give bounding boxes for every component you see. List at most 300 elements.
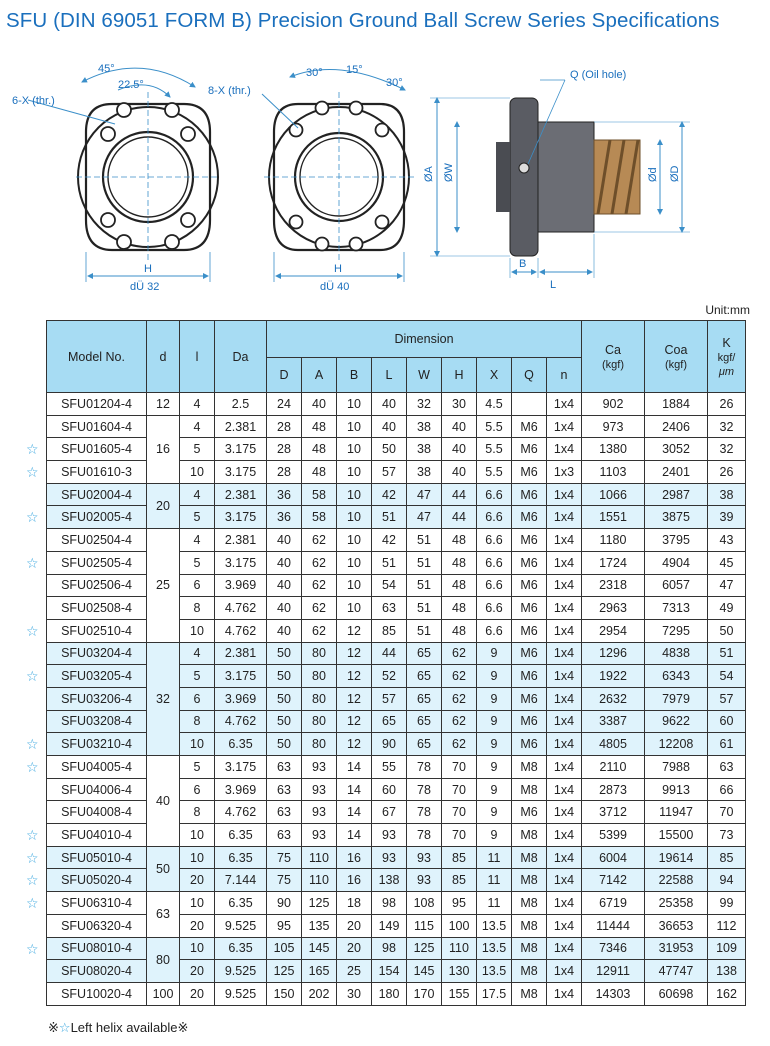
- h-cell: 48: [442, 574, 477, 597]
- da-cell: 3.969: [215, 687, 267, 710]
- table-row: [47, 529, 746, 552]
- x-cell: 9: [477, 778, 512, 801]
- k-cell: 45: [708, 551, 746, 574]
- k-cell: 63: [708, 756, 746, 779]
- x-cell: 13.5: [477, 914, 512, 937]
- ca-cell: 3387: [582, 710, 645, 733]
- header-l: l: [180, 321, 215, 393]
- l-cell: 149: [372, 914, 407, 937]
- q-cell: M6: [512, 733, 547, 756]
- b-cell: 10: [337, 574, 372, 597]
- header-dim-l: L: [372, 358, 407, 393]
- table-row: [47, 982, 746, 1005]
- l-cell: 42: [372, 483, 407, 506]
- a-cell: 58: [302, 506, 337, 529]
- coa-cell: 3052: [645, 438, 708, 461]
- l-cell: 4: [180, 642, 215, 665]
- a-cell: 93: [302, 778, 337, 801]
- k-cell: 112: [708, 914, 746, 937]
- model-cell: SFU04005-4: [47, 756, 147, 779]
- a-cell: 110: [302, 869, 337, 892]
- d-cell: 28: [267, 461, 302, 484]
- w-cell: 125: [407, 937, 442, 960]
- w-cell: 65: [407, 710, 442, 733]
- n-cell: 1x4: [547, 892, 582, 915]
- da-cell: 3.969: [215, 778, 267, 801]
- k-cell: 47: [708, 574, 746, 597]
- n-cell: 1x4: [547, 824, 582, 847]
- coa-cell: 7313: [645, 597, 708, 620]
- n-cell: 1x4: [547, 960, 582, 983]
- l-cell: 50: [372, 438, 407, 461]
- q-cell: M6: [512, 483, 547, 506]
- ca-cell: 2963: [582, 597, 645, 620]
- b-label: B: [519, 258, 527, 270]
- star-icon: ☆: [58, 1020, 71, 1035]
- d-cell: 63: [267, 824, 302, 847]
- ca-cell: 14303: [582, 982, 645, 1005]
- d-cell: 75: [267, 846, 302, 869]
- h-cell: 155: [442, 982, 477, 1005]
- table-row: [47, 642, 746, 665]
- ca-cell: 973: [582, 415, 645, 438]
- coa-cell: 4904: [645, 551, 708, 574]
- angle-45-label: 45°: [98, 63, 115, 75]
- n-cell: 1x4: [547, 483, 582, 506]
- h-cell: 62: [442, 733, 477, 756]
- a-cell: 48: [302, 461, 337, 484]
- star-icon: ☆: [26, 440, 39, 457]
- d-cell: 75: [267, 869, 302, 892]
- d-cell: 63: [267, 756, 302, 779]
- star-icon: ☆: [26, 667, 39, 684]
- b-cell: 12: [337, 733, 372, 756]
- header-da: Da: [215, 321, 267, 393]
- b-cell: 14: [337, 778, 372, 801]
- x-cell: 11: [477, 846, 512, 869]
- l-cell: 10: [180, 619, 215, 642]
- h-cell: 62: [442, 665, 477, 688]
- b-cell: 20: [337, 937, 372, 960]
- l-cell: 10: [180, 733, 215, 756]
- w-cell: 93: [407, 846, 442, 869]
- da-cell: 2.381: [215, 483, 267, 506]
- h-cell: 30: [442, 393, 477, 416]
- d-cell: 95: [267, 914, 302, 937]
- x-cell: 11: [477, 869, 512, 892]
- da-cell: 3.969: [215, 574, 267, 597]
- table-row: [47, 846, 746, 869]
- x-cell: 5.5: [477, 461, 512, 484]
- footer-text: Left helix available: [70, 1020, 178, 1035]
- b-cell: 10: [337, 597, 372, 620]
- q-cell: M8: [512, 892, 547, 915]
- q-cell: M8: [512, 937, 547, 960]
- l-cell: 42: [372, 529, 407, 552]
- x-cell: 13.5: [477, 937, 512, 960]
- coa-cell: 6057: [645, 574, 708, 597]
- n-cell: 1x4: [547, 415, 582, 438]
- a-cell: 48: [302, 438, 337, 461]
- model-cell: SFU01610-3: [47, 461, 147, 484]
- q-cell: M6: [512, 687, 547, 710]
- d-cell: 125: [267, 960, 302, 983]
- w-cell: 170: [407, 982, 442, 1005]
- x-cell: 13.5: [477, 960, 512, 983]
- star-icon: ☆: [26, 508, 39, 525]
- h-cell: 40: [442, 415, 477, 438]
- footer-suffix: ※: [177, 1020, 189, 1035]
- l-cell: 10: [180, 846, 215, 869]
- d-cell: 40: [267, 551, 302, 574]
- l-cell: 65: [372, 710, 407, 733]
- da-cell: 6.35: [215, 846, 267, 869]
- l-cell: 180: [372, 982, 407, 1005]
- a-cell: 62: [302, 619, 337, 642]
- d-cell: 50: [267, 733, 302, 756]
- b-cell: 30: [337, 982, 372, 1005]
- ca-cell: 2632: [582, 687, 645, 710]
- model-cell: SFU03205-4: [47, 665, 147, 688]
- x-cell: 5.5: [477, 438, 512, 461]
- shaft-diameter-cell: 80: [147, 937, 180, 982]
- header-coa: Coa (kgf): [645, 321, 708, 393]
- b-cell: 14: [337, 824, 372, 847]
- h-label-middle: H: [334, 263, 342, 275]
- h-cell: 70: [442, 824, 477, 847]
- coa-cell: 2401: [645, 461, 708, 484]
- model-cell: SFU05020-4: [47, 869, 147, 892]
- l-cell: 10: [180, 937, 215, 960]
- q-cell: [512, 393, 547, 416]
- l-cell: 20: [180, 960, 215, 983]
- l-cell: 6: [180, 574, 215, 597]
- d-cell: 28: [267, 415, 302, 438]
- b-cell: 10: [337, 551, 372, 574]
- x-cell: 5.5: [477, 415, 512, 438]
- n-cell: 1x4: [547, 393, 582, 416]
- k-cell: 32: [708, 415, 746, 438]
- a-cell: 93: [302, 801, 337, 824]
- star-icon: ☆: [26, 826, 39, 843]
- coa-cell: 12208: [645, 733, 708, 756]
- l-cell: 51: [372, 506, 407, 529]
- n-cell: 1x4: [547, 914, 582, 937]
- q-cell: M8: [512, 982, 547, 1005]
- w-cell: 51: [407, 529, 442, 552]
- l-cell: 60: [372, 778, 407, 801]
- a-cell: 80: [302, 642, 337, 665]
- ca-cell: 1922: [582, 665, 645, 688]
- l-cell: 8: [180, 710, 215, 733]
- n-cell: 1x4: [547, 597, 582, 620]
- ca-cell: 2318: [582, 574, 645, 597]
- k-cell: 162: [708, 982, 746, 1005]
- coa-cell: 7979: [645, 687, 708, 710]
- h-cell: 130: [442, 960, 477, 983]
- da-cell: 2.381: [215, 642, 267, 665]
- d-cell: 40: [267, 619, 302, 642]
- w-cell: 65: [407, 733, 442, 756]
- model-cell: SFU05010-4: [47, 846, 147, 869]
- ca-cell: 7142: [582, 869, 645, 892]
- n-cell: 1x4: [547, 937, 582, 960]
- q-cell: M6: [512, 642, 547, 665]
- l-cell: 93: [372, 846, 407, 869]
- w-cell: 78: [407, 824, 442, 847]
- table-row: [47, 756, 746, 779]
- coa-cell: 15500: [645, 824, 708, 847]
- header-dim-q: Q: [512, 358, 547, 393]
- h-cell: 48: [442, 619, 477, 642]
- x-cell: 6.6: [477, 551, 512, 574]
- da-cell: 6.35: [215, 892, 267, 915]
- h-cell: 95: [442, 892, 477, 915]
- l-cell: 5: [180, 756, 215, 779]
- header-dim-d: D: [267, 358, 302, 393]
- coa-cell: 3795: [645, 529, 708, 552]
- a-cell: 165: [302, 960, 337, 983]
- x-cell: 9: [477, 756, 512, 779]
- coa-cell: 9913: [645, 778, 708, 801]
- model-cell: SFU10020-4: [47, 982, 147, 1005]
- a-cell: 80: [302, 733, 337, 756]
- coa-cell: 3875: [645, 506, 708, 529]
- l-cell: 6: [180, 687, 215, 710]
- angle-15-label: 15°: [346, 64, 363, 76]
- b-cell: 12: [337, 642, 372, 665]
- l-cell: 4: [180, 393, 215, 416]
- coa-cell: 60698: [645, 982, 708, 1005]
- model-cell: SFU01204-4: [47, 393, 147, 416]
- dia-a-label: ØA: [423, 166, 435, 182]
- w-cell: 65: [407, 665, 442, 688]
- model-cell: SFU02004-4: [47, 483, 147, 506]
- n-cell: 1x4: [547, 687, 582, 710]
- ca-cell: 2954: [582, 619, 645, 642]
- l-cell: 20: [180, 982, 215, 1005]
- d-cell: 50: [267, 687, 302, 710]
- q-cell: M6: [512, 665, 547, 688]
- model-cell: SFU08020-4: [47, 960, 147, 983]
- ca-cell: 2873: [582, 778, 645, 801]
- footer-prefix: ※: [48, 1020, 59, 1035]
- b-cell: 10: [337, 438, 372, 461]
- a-cell: 145: [302, 937, 337, 960]
- h-cell: 70: [442, 801, 477, 824]
- x-cell: 9: [477, 710, 512, 733]
- l-cell: 20: [180, 914, 215, 937]
- model-cell: SFU08010-4: [47, 937, 147, 960]
- k-cell: 26: [708, 393, 746, 416]
- b-cell: 18: [337, 892, 372, 915]
- l-cell: 55: [372, 756, 407, 779]
- h-cell: 48: [442, 529, 477, 552]
- model-cell: SFU06310-4: [47, 892, 147, 915]
- da-cell: 3.175: [215, 551, 267, 574]
- w-cell: 47: [407, 483, 442, 506]
- l-cell: 4: [180, 529, 215, 552]
- w-cell: 32: [407, 393, 442, 416]
- angle-30-left-label: 30°: [306, 67, 323, 79]
- page-title: SFU (DIN 69051 FORM B) Precision Ground Ball Screw Series Specifications: [6, 9, 720, 32]
- a-cell: 110: [302, 846, 337, 869]
- q-cell: M6: [512, 438, 547, 461]
- coa-cell: 4838: [645, 642, 708, 665]
- q-cell: M8: [512, 778, 547, 801]
- q-cell: M6: [512, 551, 547, 574]
- l-cell: 93: [372, 824, 407, 847]
- x-cell: 9: [477, 665, 512, 688]
- ca-cell: 1551: [582, 506, 645, 529]
- n-cell: 1x4: [547, 710, 582, 733]
- k-cell: 73: [708, 824, 746, 847]
- model-cell: SFU03210-4: [47, 733, 147, 756]
- da-cell: 3.175: [215, 438, 267, 461]
- l-cell: 8: [180, 597, 215, 620]
- b-cell: 25: [337, 960, 372, 983]
- shaft-diameter-cell: 100: [147, 982, 180, 1005]
- n-cell: 1x4: [547, 529, 582, 552]
- w-cell: 108: [407, 892, 442, 915]
- l-cell: 44: [372, 642, 407, 665]
- b-cell: 14: [337, 801, 372, 824]
- star-icon: ☆: [26, 463, 39, 480]
- l-cell: 138: [372, 869, 407, 892]
- k-cell: 66: [708, 778, 746, 801]
- table-row: [47, 937, 746, 960]
- coa-cell: 11947: [645, 801, 708, 824]
- l-cell: 6: [180, 778, 215, 801]
- star-icon: ☆: [26, 758, 39, 775]
- ca-cell: 3712: [582, 801, 645, 824]
- w-cell: 51: [407, 574, 442, 597]
- q-cell: M6: [512, 461, 547, 484]
- model-cell: SFU02508-4: [47, 597, 147, 620]
- d-cell: 50: [267, 642, 302, 665]
- ca-cell: 1180: [582, 529, 645, 552]
- x-cell: 6.6: [477, 483, 512, 506]
- l-cell: 52: [372, 665, 407, 688]
- k-cell: 70: [708, 801, 746, 824]
- ca-cell: 5399: [582, 824, 645, 847]
- model-cell: SFU06320-4: [47, 914, 147, 937]
- x-cell: 9: [477, 824, 512, 847]
- l-cell: 51: [372, 551, 407, 574]
- table-row: [47, 393, 746, 416]
- shaft-diameter-cell: 12: [147, 393, 180, 416]
- header-dim-b: B: [337, 358, 372, 393]
- coa-cell: 6343: [645, 665, 708, 688]
- a-cell: 48: [302, 415, 337, 438]
- da-cell: 4.762: [215, 710, 267, 733]
- l-cell: 85: [372, 619, 407, 642]
- k-cell: 60: [708, 710, 746, 733]
- w-cell: 115: [407, 914, 442, 937]
- spec-table: [46, 320, 746, 1006]
- l-cell: 67: [372, 801, 407, 824]
- l-cell: 57: [372, 687, 407, 710]
- da-cell: 7.144: [215, 869, 267, 892]
- star-icon: ☆: [26, 735, 39, 752]
- l-cell: 63: [372, 597, 407, 620]
- w-cell: 51: [407, 619, 442, 642]
- q-cell: M6: [512, 529, 547, 552]
- coa-cell: 9622: [645, 710, 708, 733]
- l-cell: 10: [180, 824, 215, 847]
- model-cell: SFU02510-4: [47, 619, 147, 642]
- header-dim-x: X: [477, 358, 512, 393]
- thread-8x-label: 8-X (thr.): [208, 85, 251, 97]
- l-cell: 5: [180, 506, 215, 529]
- l-cell: 4: [180, 483, 215, 506]
- b-cell: 10: [337, 393, 372, 416]
- b-cell: 16: [337, 846, 372, 869]
- l-cell: 154: [372, 960, 407, 983]
- coa-cell: 31953: [645, 937, 708, 960]
- n-cell: 1x4: [547, 733, 582, 756]
- dia-40-label: dÜ 40: [320, 281, 350, 293]
- n-cell: 1x4: [547, 619, 582, 642]
- d-cell: 40: [267, 574, 302, 597]
- w-cell: 51: [407, 551, 442, 574]
- star-icon: ☆: [26, 940, 39, 957]
- ca-cell: 2110: [582, 756, 645, 779]
- a-cell: 62: [302, 574, 337, 597]
- a-cell: 93: [302, 824, 337, 847]
- w-cell: 38: [407, 438, 442, 461]
- d-cell: 36: [267, 506, 302, 529]
- q-cell: M8: [512, 846, 547, 869]
- k-cell: 39: [708, 506, 746, 529]
- header-d: d: [147, 321, 180, 393]
- ca-cell: 12911: [582, 960, 645, 983]
- shaft-diameter-cell: 20: [147, 483, 180, 528]
- x-cell: 6.6: [477, 506, 512, 529]
- k-cell: 85: [708, 846, 746, 869]
- w-cell: 78: [407, 801, 442, 824]
- x-cell: 9: [477, 801, 512, 824]
- coa-cell: 1884: [645, 393, 708, 416]
- d-cell: 105: [267, 937, 302, 960]
- x-cell: 9: [477, 733, 512, 756]
- d-cell: 28: [267, 438, 302, 461]
- q-cell: M6: [512, 801, 547, 824]
- l-cell: 57: [372, 461, 407, 484]
- coa-cell: 2406: [645, 415, 708, 438]
- n-cell: 1x4: [547, 846, 582, 869]
- a-cell: 62: [302, 597, 337, 620]
- q-cell: M6: [512, 710, 547, 733]
- d-cell: 24: [267, 393, 302, 416]
- coa-cell: 36653: [645, 914, 708, 937]
- n-cell: 1x3: [547, 461, 582, 484]
- w-cell: 78: [407, 778, 442, 801]
- h-cell: 48: [442, 597, 477, 620]
- b-cell: 10: [337, 461, 372, 484]
- n-cell: 1x4: [547, 665, 582, 688]
- ca-cell: 6719: [582, 892, 645, 915]
- header-dim-n: n: [547, 358, 582, 393]
- l-cell: 98: [372, 937, 407, 960]
- q-cell: M6: [512, 574, 547, 597]
- model-cell: SFU04010-4: [47, 824, 147, 847]
- da-cell: 9.525: [215, 914, 267, 937]
- da-cell: 6.35: [215, 824, 267, 847]
- x-cell: 4.5: [477, 393, 512, 416]
- ca-cell: 1066: [582, 483, 645, 506]
- d-cell: 90: [267, 892, 302, 915]
